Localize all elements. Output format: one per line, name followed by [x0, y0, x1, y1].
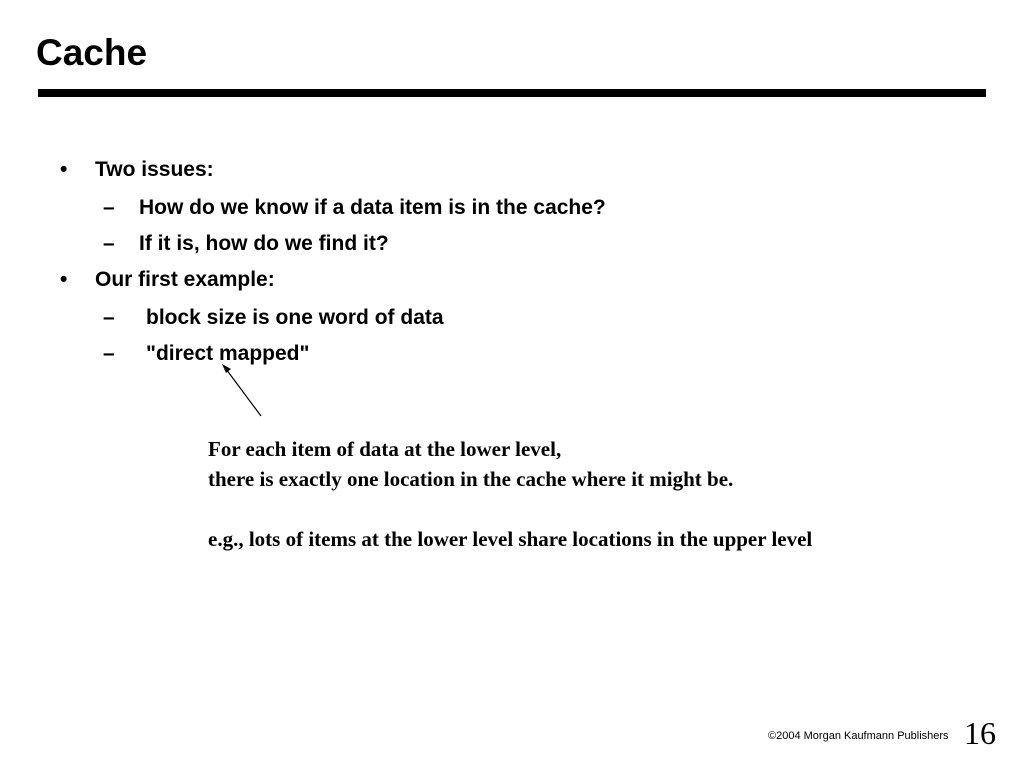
bullet-text: Our first example: [95, 268, 275, 291]
bullet-text: Two issues: [95, 158, 214, 181]
sub-bullet-marker: – [103, 232, 115, 255]
sub-bullet-text: How do we know if a data item is in the cache? [139, 196, 606, 219]
sub-bullet-text: If it is, how do we find it? [139, 232, 389, 255]
annotation-line-1: For each item of data at the lower level, [208, 437, 562, 461]
sub-bullet-text: "direct mapped" [146, 342, 310, 365]
annotation-line-2: there is exactly one location in the cache where it might be. [208, 467, 734, 491]
sub-bullet-marker: – [103, 306, 115, 329]
bullet-marker: • [60, 158, 68, 181]
bullet-marker: • [60, 268, 68, 291]
page-number: 16 [964, 715, 996, 751]
slide-title: Cache [36, 32, 148, 73]
copyright-symbol: © [768, 730, 777, 742]
annotation-line-3: e.g., lots of items at the lower level share locations in the upper level [208, 527, 813, 551]
sub-bullet-marker: – [103, 196, 115, 219]
copyright-text: 2004 Morgan Kaufmann Publishers [776, 730, 949, 742]
copyright-notice [768, 729, 949, 743]
sub-bullet-text: block size is one word of data [146, 306, 444, 329]
sub-bullet-marker: – [103, 342, 115, 365]
